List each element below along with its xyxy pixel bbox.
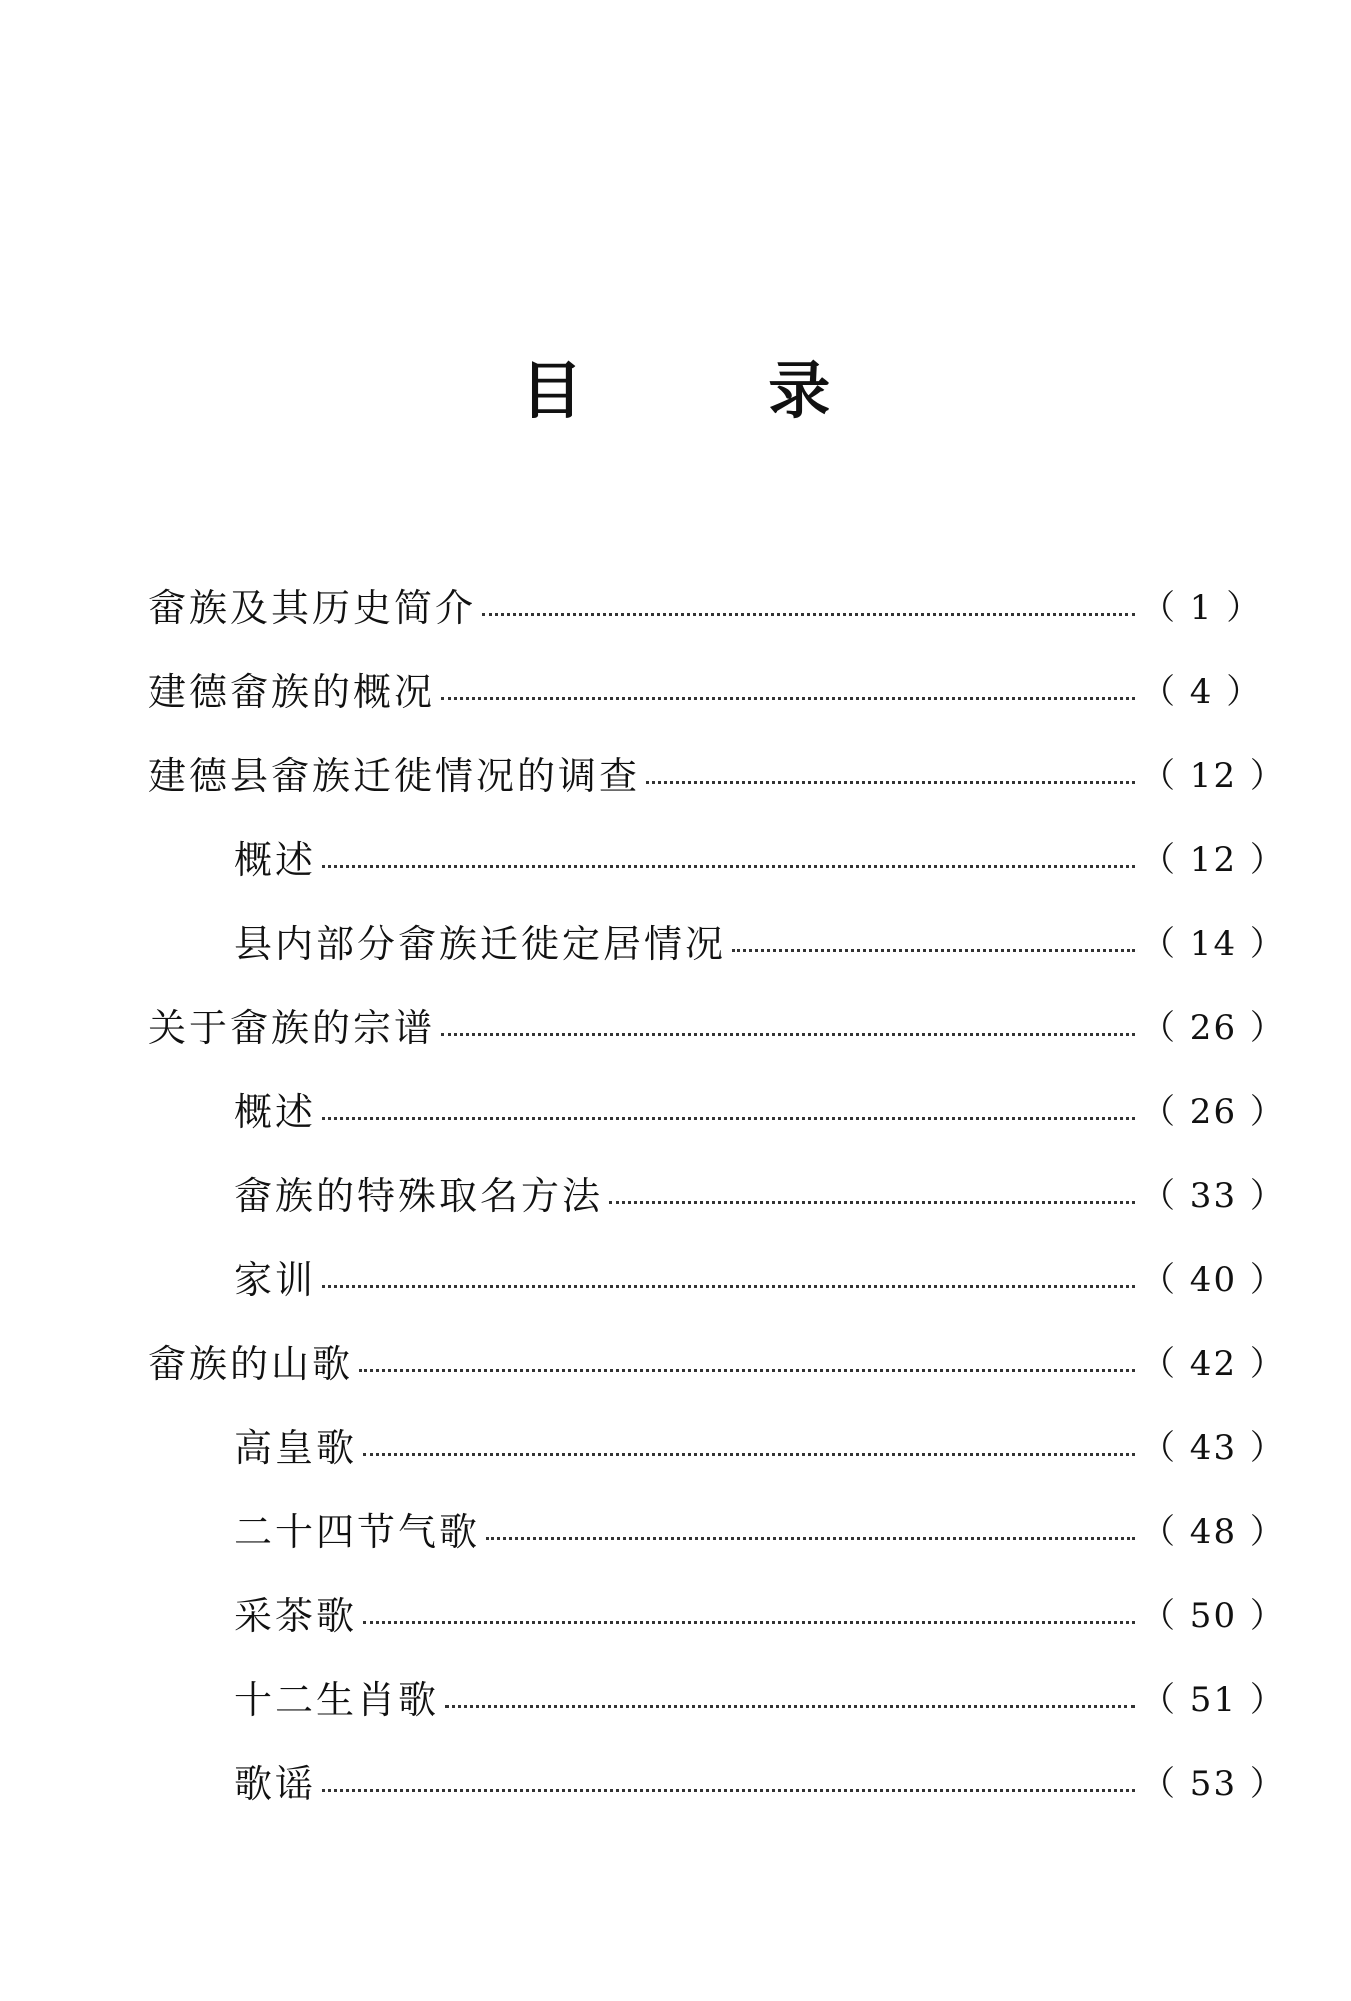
toc-entry-page-number: （ 12 ）: [1141, 840, 1286, 880]
toc-entry: [0, 650, 1351, 734]
toc-entry: [0, 818, 1351, 902]
toc-dot-leader: [441, 697, 1135, 700]
toc-entry-label: 二十四节气歌: [234, 1510, 481, 1554]
toc-entry-page-number: （ 33 ）: [1141, 1176, 1286, 1216]
toc-entry-page-number: （ 1 ）: [1141, 588, 1263, 628]
toc-dot-leader: [322, 1117, 1135, 1120]
toc-entry-page-number: （ 50 ）: [1141, 1596, 1286, 1636]
toc-entry-label: 高皇歌: [234, 1426, 358, 1470]
toc-entry: [0, 986, 1351, 1070]
toc-entry: [0, 1154, 1351, 1238]
toc-entry-label: 十二生肖歌: [234, 1678, 440, 1722]
toc-entry-label: 歌谣: [234, 1762, 317, 1806]
toc-dot-leader: [322, 1285, 1135, 1288]
toc-dot-leader: [322, 865, 1135, 868]
toc-dot-leader: [646, 781, 1135, 784]
toc-entry: [0, 1070, 1351, 1154]
toc-entry-label: 畲族的山歌: [148, 1342, 354, 1386]
toc-entry-label: 概述: [234, 1090, 317, 1134]
toc-entry: [0, 734, 1351, 818]
toc-entry: [0, 1574, 1351, 1658]
toc-dot-leader: [359, 1369, 1135, 1372]
toc-entry: [0, 1658, 1351, 1742]
page-title: 目 录: [520, 353, 913, 427]
toc-dot-leader: [732, 949, 1135, 952]
toc-entry-page-number: （ 40 ）: [1141, 1260, 1286, 1300]
toc-dot-leader: [445, 1705, 1135, 1708]
toc-entry-page-number: （ 12 ）: [1141, 756, 1286, 796]
toc-entry-label: 畲族及其历史简介: [148, 586, 477, 630]
toc-entry-page-number: （ 43 ）: [1141, 1428, 1286, 1468]
toc-entry-page-number: （ 26 ）: [1141, 1092, 1286, 1132]
toc-entry-label: 关于畲族的宗谱: [148, 1006, 436, 1050]
toc-dot-leader: [609, 1201, 1135, 1204]
toc-entry-page-number: （ 42 ）: [1141, 1344, 1286, 1384]
toc-entry-label: 采茶歌: [234, 1594, 358, 1638]
toc-entry-page-number: （ 14 ）: [1141, 924, 1286, 964]
toc-entry-label: 县内部分畲族迁徙定居情况: [234, 922, 727, 966]
toc-entry: [0, 1238, 1351, 1322]
toc-entry-page-number: （ 51 ）: [1141, 1680, 1286, 1720]
toc-entry: [0, 1490, 1351, 1574]
toc-entry-label: 概述: [234, 838, 317, 882]
toc-dot-leader: [441, 1033, 1135, 1036]
toc-entry-label: 建德县畲族迁徙情况的调查: [148, 754, 641, 798]
toc-entry: [0, 1742, 1351, 1826]
toc-entry-label: 畲族的特殊取名方法: [234, 1174, 604, 1218]
table-of-contents: [0, 566, 1351, 1826]
toc-entry-label: 家训: [234, 1258, 317, 1302]
toc-entry-page-number: （ 48 ）: [1141, 1512, 1286, 1552]
toc-dot-leader: [363, 1453, 1135, 1456]
toc-entry: [0, 1406, 1351, 1490]
toc-dot-leader: [486, 1537, 1135, 1540]
toc-dot-leader: [363, 1621, 1135, 1624]
toc-dot-leader: [482, 613, 1135, 616]
toc-dot-leader: [322, 1789, 1135, 1792]
toc-entry-label: 建德畲族的概况: [148, 670, 436, 714]
toc-entry-page-number: （ 53 ）: [1141, 1764, 1286, 1804]
toc-entry: [0, 566, 1351, 650]
toc-entry: [0, 1322, 1351, 1406]
toc-entry-page-number: （ 4 ）: [1141, 672, 1263, 712]
toc-entry: [0, 902, 1351, 986]
toc-entry-page-number: （ 26 ）: [1141, 1008, 1286, 1048]
